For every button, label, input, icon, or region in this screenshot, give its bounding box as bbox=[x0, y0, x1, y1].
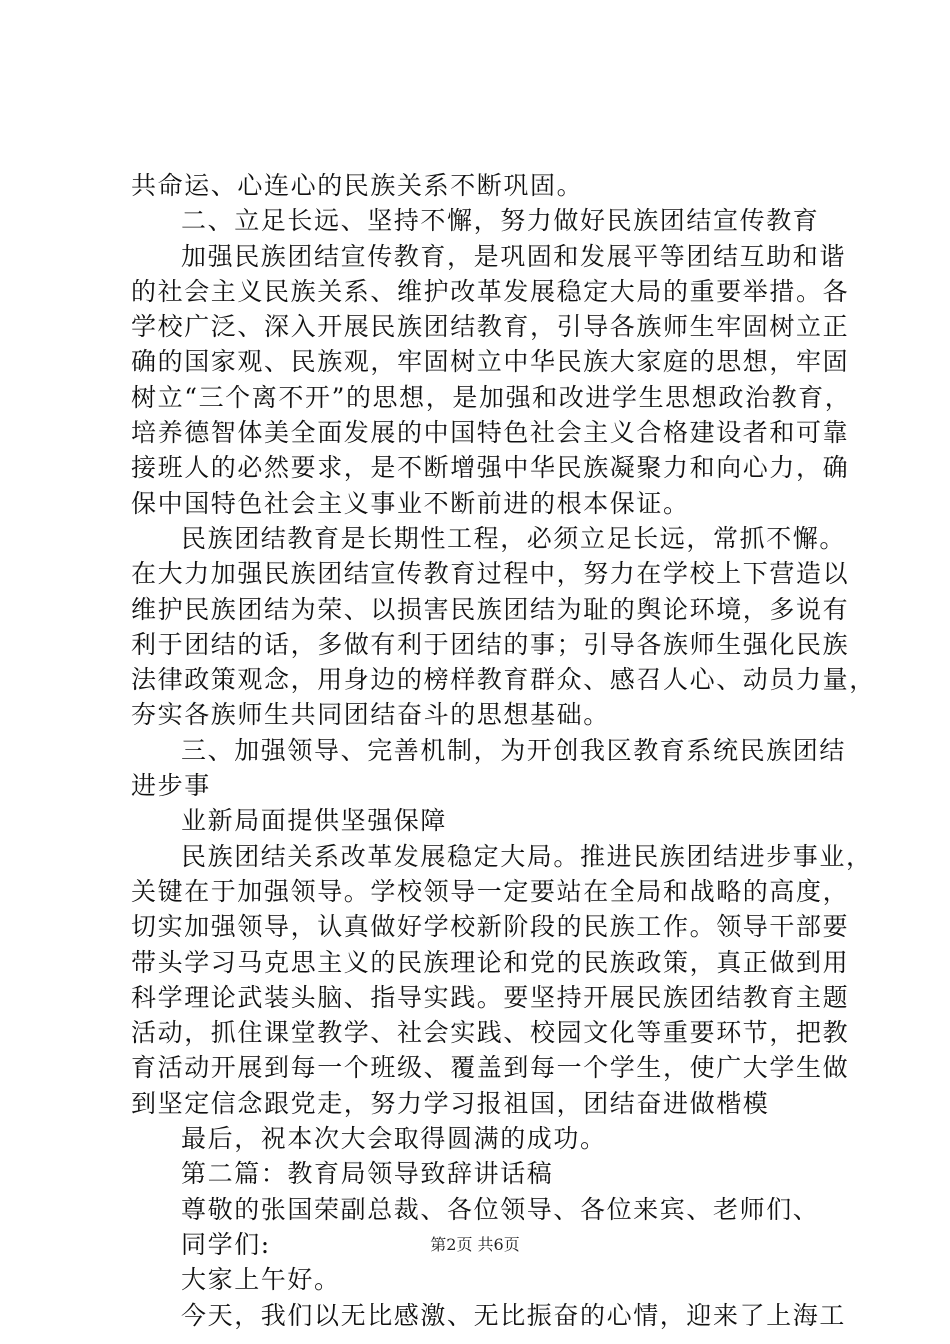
text-line: 同学们: bbox=[181, 1229, 271, 1259]
text-line: 到坚定信念跟党走，努力学习报祖国，团结奋进做楷模 bbox=[131, 1088, 770, 1118]
text-line: 第二篇：教育局领导致辞讲话稿 bbox=[181, 1159, 554, 1189]
text-line: 夯实各族师生共同团结奋斗的思想基础。 bbox=[131, 700, 610, 730]
text-line: 切实加强领导，认真做好学校新阶段的民族工作。领导干部要 bbox=[131, 912, 850, 942]
text-line: 尊敬的张国荣副总裁、各位领导、各位来宾、老师们、 bbox=[181, 1194, 820, 1224]
text-line: 科学理论武装头脑、指导实践。要坚持开展民族团结教育主题 bbox=[131, 982, 850, 1012]
text-line: 接班人的必然要求，是不断增强中华民族凝聚力和向心力，确 bbox=[131, 453, 850, 483]
text-line: 确的国家观、民族观，牢固树立中华民族大家庭的思想，牢固 bbox=[131, 347, 850, 377]
text-line: 大家上午好。 bbox=[181, 1265, 341, 1295]
text-line: 民族团结教育是长期性工程，必须立足长远，常抓不懈。 bbox=[181, 523, 847, 553]
page-footer: 第2页 共6页 bbox=[430, 1235, 520, 1254]
text-line: 业新局面提供坚强保障 bbox=[181, 806, 448, 836]
text-line: 利于团结的话，多做有利于团结的事；引导各族师生强化民族 bbox=[131, 629, 850, 659]
text-line: 保中国特色社会主义事业不断前进的根本保证。 bbox=[131, 488, 690, 518]
document-body bbox=[131, 168, 876, 1333]
text-line: 今天，我们以无比感激、无比振奋的心情，迎来了上海工 bbox=[181, 1300, 847, 1330]
text-line: 共命运、心连心的民族关系不断巩固。 bbox=[131, 171, 584, 200]
text-line: 加强民族团结宣传教育，是巩固和发展平等团结互助和谐 bbox=[181, 241, 847, 271]
text-line: 进步事 bbox=[131, 771, 211, 801]
text-line: 三、加强领导、完善机制，为开创我区教育系统民族团结 bbox=[181, 735, 847, 765]
text-line: 最后，祝本次大会取得圆满的成功。 bbox=[181, 1124, 607, 1154]
text-line: 学校广泛、深入开展民族团结教育，引导各族师生牢固树立正 bbox=[131, 312, 850, 342]
text-line: 关键在于加强领导。学校领导一定要站在全局和战略的高度， bbox=[131, 876, 850, 906]
text-line: 育活动开展到每一个班级、覆盖到每一个学生，使广大学生做 bbox=[131, 1053, 850, 1083]
text-line: 维护民族团结为荣、以损害民族团结为耻的舆论环境，多说有 bbox=[131, 594, 850, 624]
text-line: 带头学习马克思主义的民族理论和党的民族政策，真正做到用 bbox=[131, 947, 850, 977]
text-line: 树立“三个离不开”的思想，是加强和改进学生思想政治教育， bbox=[131, 382, 852, 412]
text-line: 法律政策观念，用身边的榜样教育群众、感召人心、动员力量， bbox=[131, 665, 876, 695]
text-line: 二、立足长远、坚持不懈，努力做好民族团结宣传教育 bbox=[181, 206, 820, 236]
text-line: 民族团结关系改革发展稳定大局。推进民族团结进步事业， bbox=[181, 841, 873, 871]
text-line: 活动，抓住课堂教学、社会实践、校园文化等重要环节，把教 bbox=[131, 1018, 850, 1048]
text-line: 在大力加强民族团结宣传教育过程中，努力在学校上下营造以 bbox=[131, 559, 850, 589]
text-line: 的社会主义民族关系、维护改革发展稳定大局的重要举措。各 bbox=[131, 276, 850, 306]
text-line: 培养德智体美全面发展的中国特色社会主义合格建设者和可靠 bbox=[131, 418, 850, 448]
